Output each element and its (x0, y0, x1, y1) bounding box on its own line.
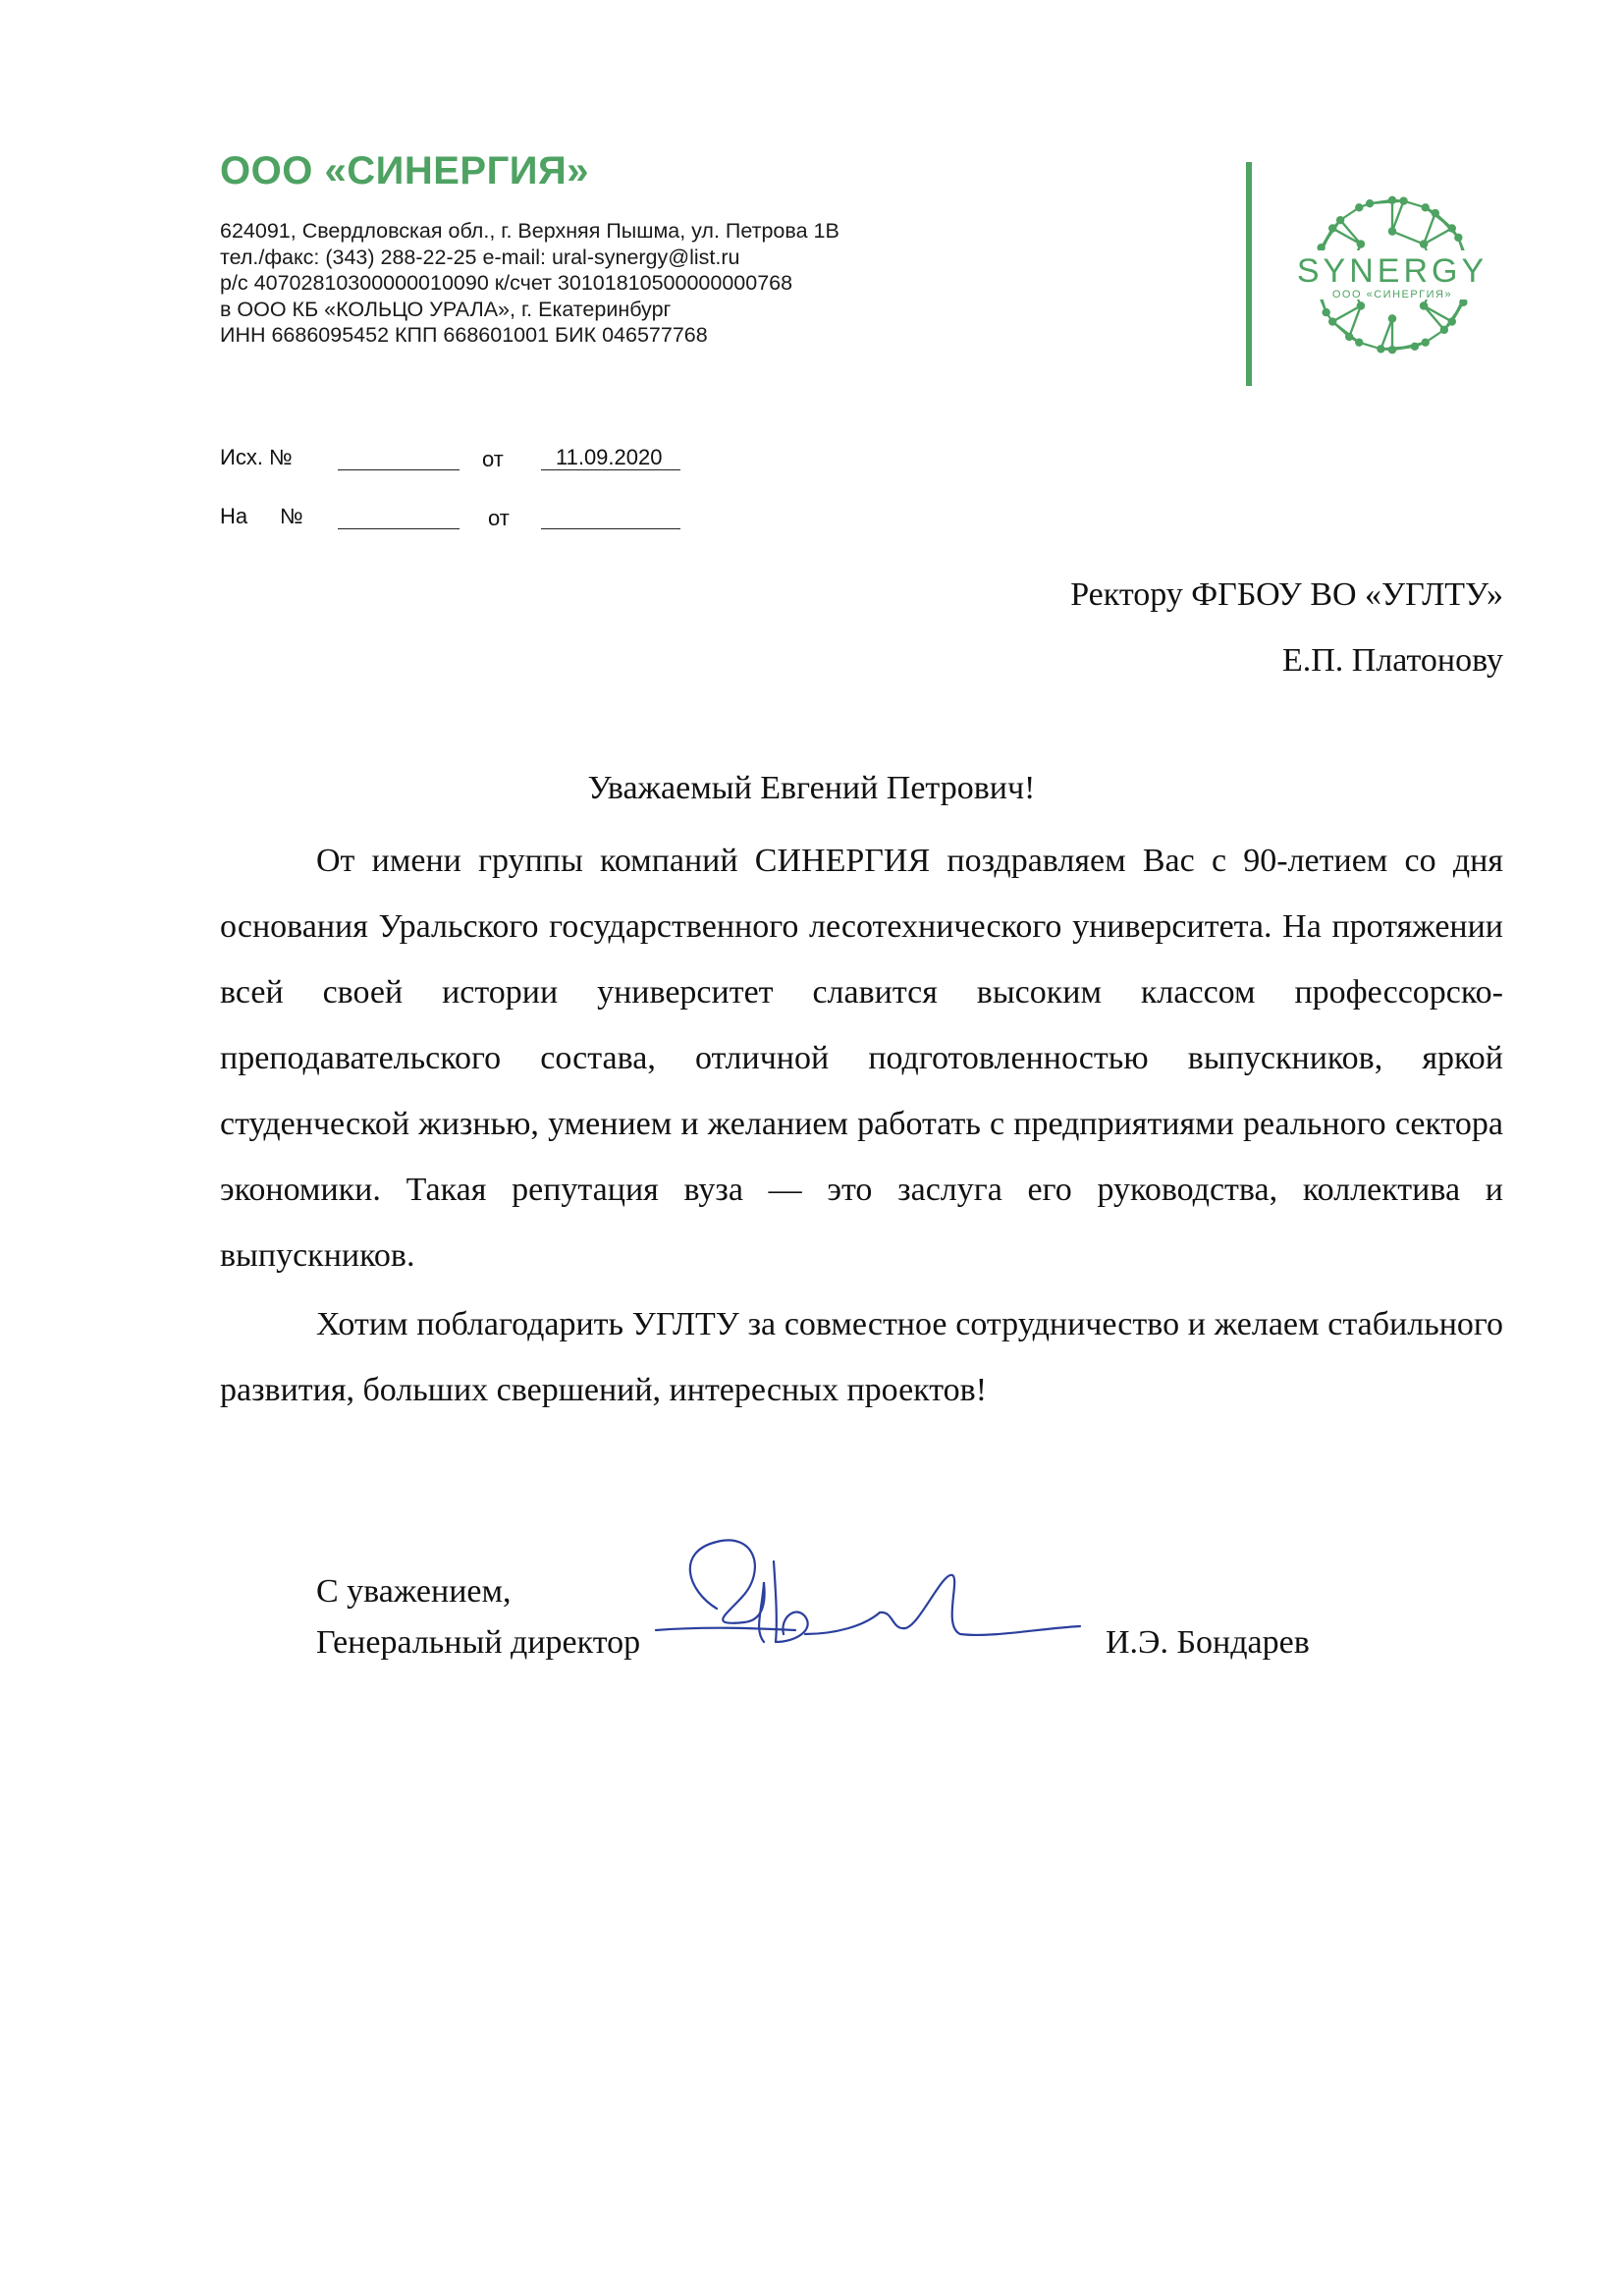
handwritten-signature-icon (648, 1532, 1119, 1679)
addressee-block (1070, 562, 1503, 693)
signoff-block (316, 1566, 640, 1668)
incoming-date-label: от (488, 506, 510, 530)
incoming-date-line (541, 528, 680, 529)
outgoing-ref-number-line (338, 469, 460, 470)
requisites-contacts: тел./факс: (343) 288-22-25 e-mail: ural-synergy@list.ru (220, 245, 740, 269)
logo-divider (1246, 162, 1252, 386)
logo-subline: ООО «СИНЕРГИЯ» (1331, 289, 1453, 301)
logo-wordmark: SYNERGY (1296, 252, 1488, 290)
requisites-bank: в ООО КБ «КОЛЬЦО УРАЛА», г. Екатеринбург (220, 297, 672, 321)
company-requisites (220, 218, 839, 349)
incoming-label: На (220, 504, 248, 528)
requisites-address: 624091, Свердловская обл., г. Верхняя Пышма, ул. Петрова 1В (220, 219, 839, 243)
signoff-position: Генеральный директор (316, 1624, 641, 1661)
letter-greeting: Уважаемый Евгений Петрович! (587, 770, 1036, 806)
signoff-closing: С уважением, (316, 1573, 512, 1610)
outgoing-ref-date: 11.09.2020 (556, 445, 663, 469)
requisites-tax-ids: ИНН 6686095452 КПП 668601001 БИК 046577768 (220, 323, 708, 347)
company-name: ООО «СИНЕРГИЯ» (220, 149, 590, 192)
incoming-number-line (338, 528, 460, 529)
outgoing-ref-label: Исх. № (220, 445, 293, 469)
outgoing-ref-date-label: от (482, 447, 504, 471)
network-sphere-logo-icon (1265, 155, 1520, 396)
incoming-number-label: № (280, 504, 303, 528)
addressee-position: Ректору ФГБОУ ВО «УГЛТУ» (1070, 576, 1503, 613)
addressee-name: Е.П. Платонову (1281, 642, 1503, 679)
letter-paragraph-2: Хотим поблагодарить УГЛТУ за совместное сотрудничество и желаем стабильного развития, больших свершений, интересных проектов! (220, 1306, 1503, 1408)
requisites-accounts: р/с 40702810300000010090 к/счет 30101810500000000768 (220, 271, 793, 295)
signer-name: И.Э. Бондарев (1106, 1624, 1310, 1661)
letter-paragraph-1: От имени группы компаний СИНЕРГИЯ поздравляем Вас с 90-летием со дня основания Уральского государственного лесотехнического университета. На протяжении всей своей истории университет славится высоким классом профессорско-преподавательского состава, отличной подготовленностью выпускников, яркой студенческой жизнью, умением и желанием работать с предприятиями реального сектора экономики. Такая репутация вуза — это заслуга его руководства, коллектива и выпускников. (220, 843, 1503, 1274)
